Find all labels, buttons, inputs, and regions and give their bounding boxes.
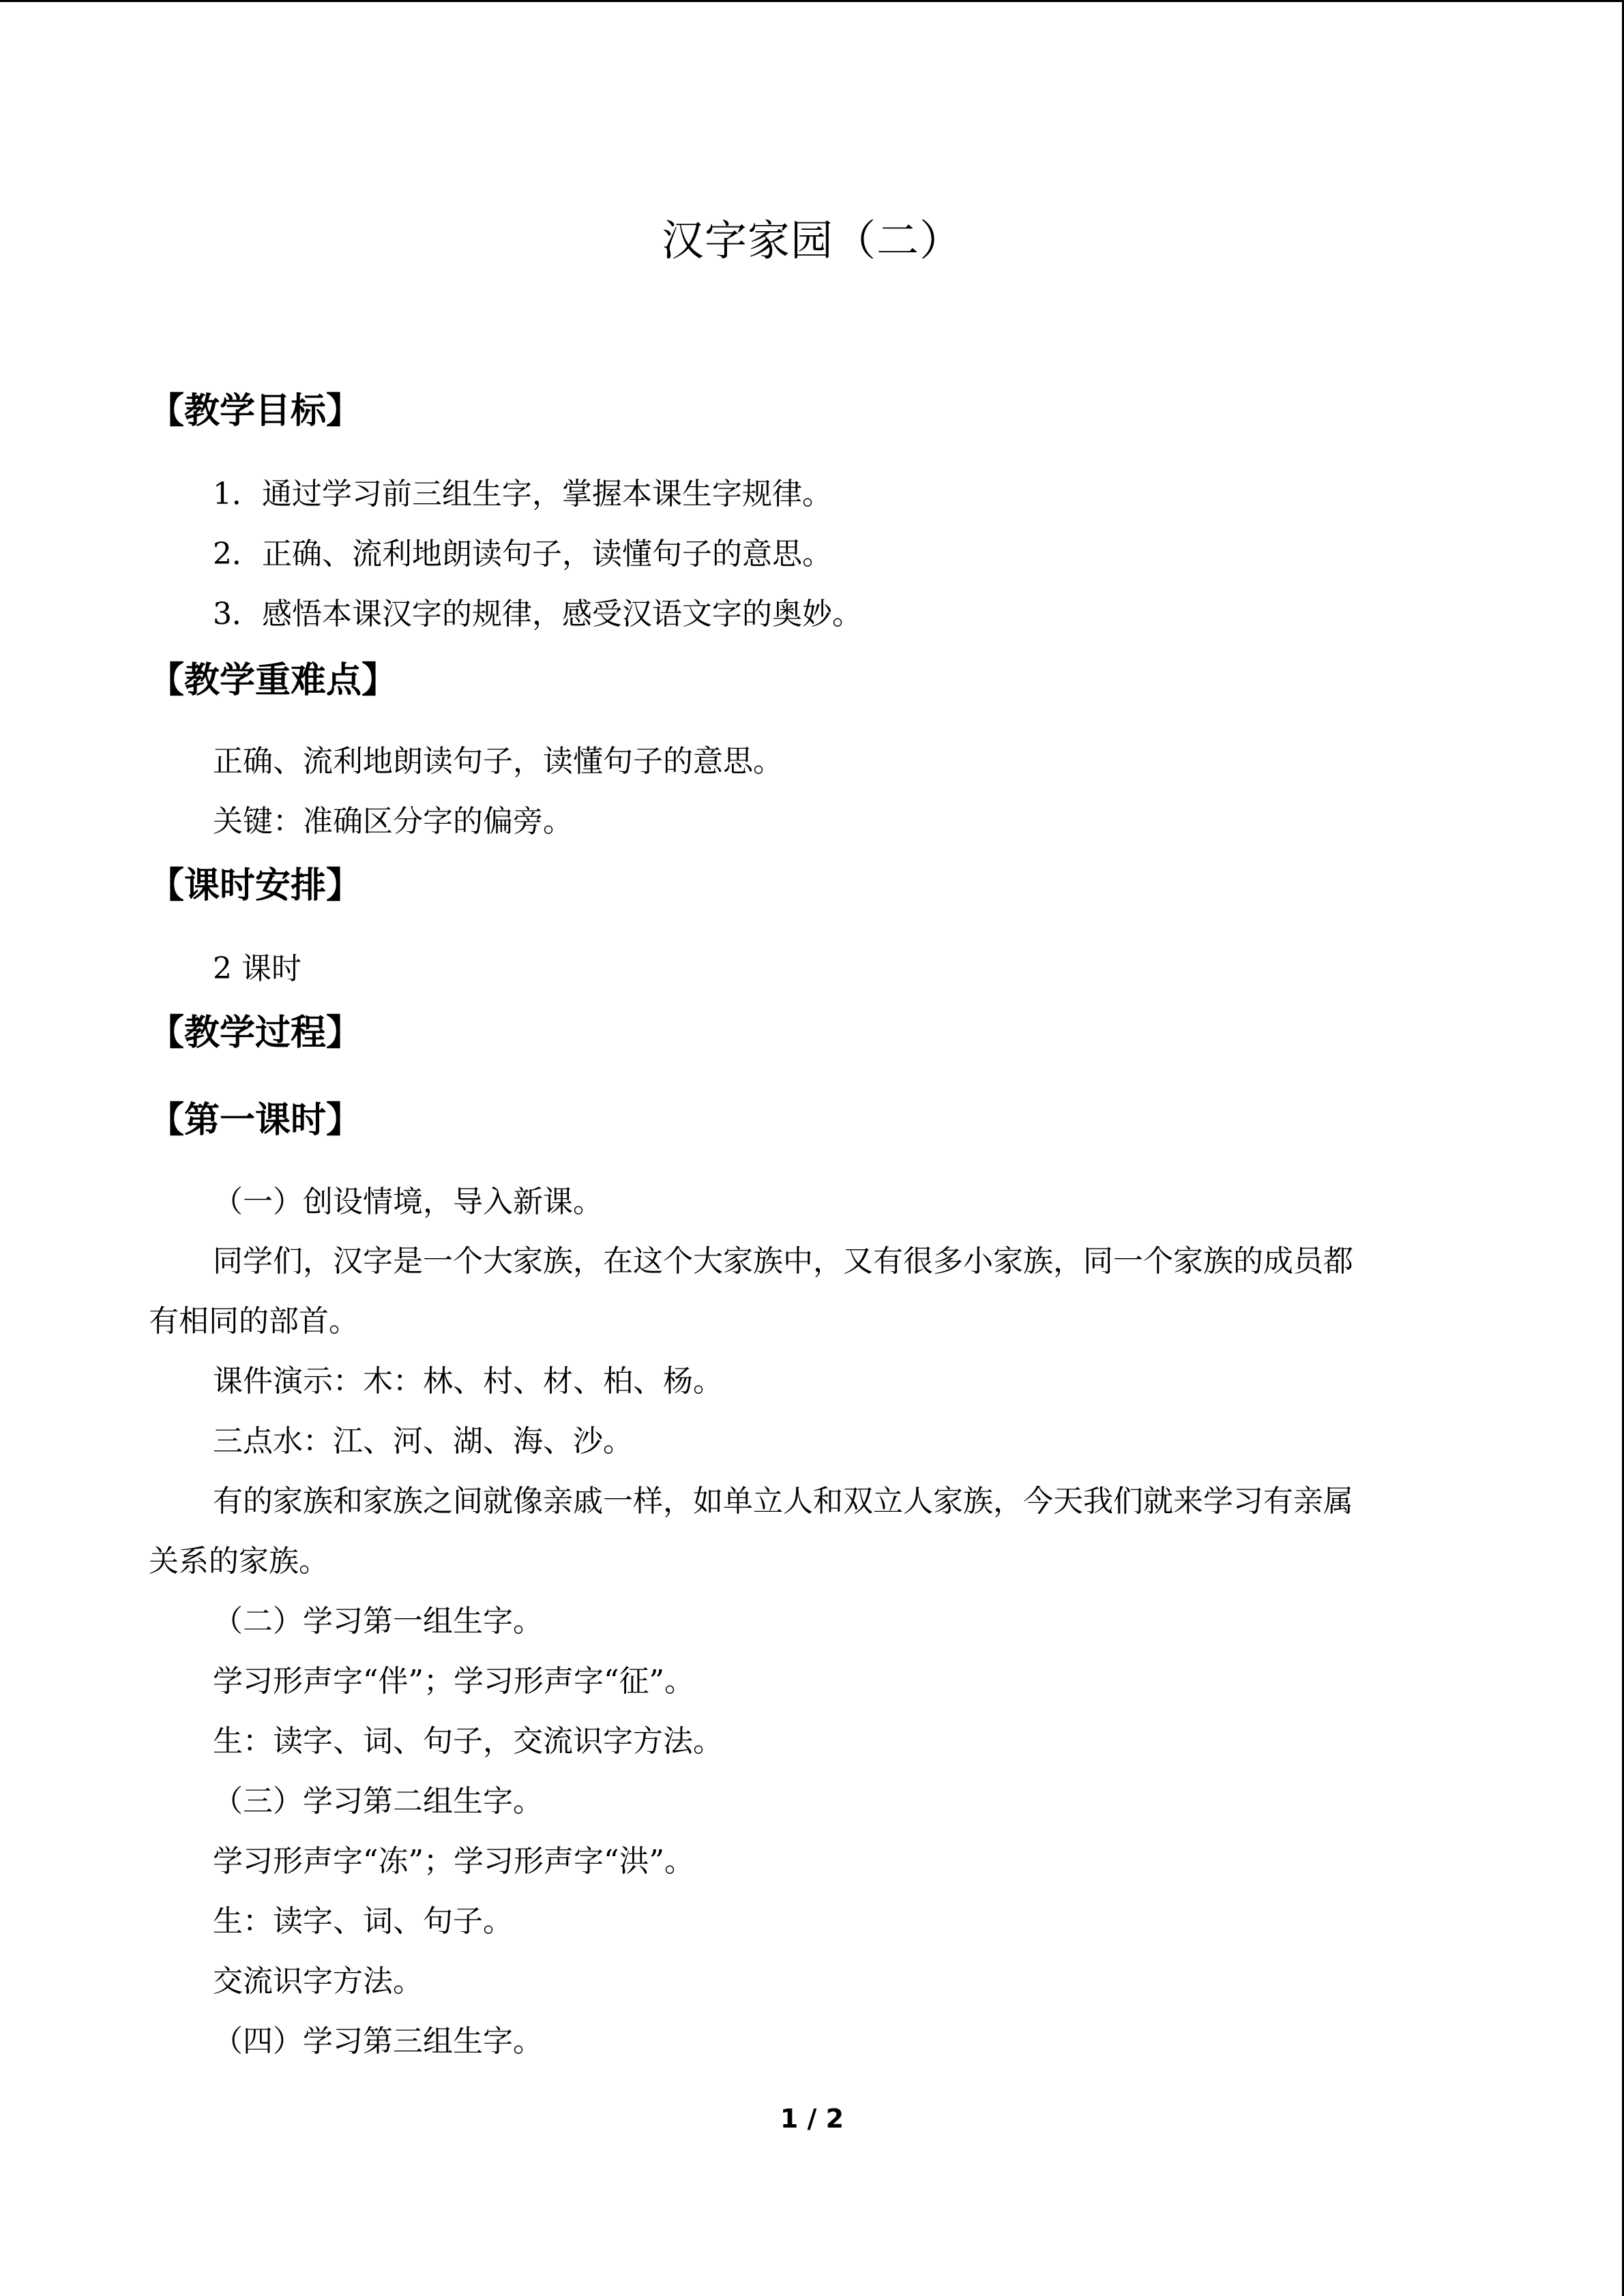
goal-item-3: 3．感悟本课汉字的规律，感受汉语文字的奥妙。 <box>213 597 862 631</box>
schedule-text: 2 课时 <box>213 951 301 986</box>
lesson-line-12: 学习形声字“冻”；学习形声字“洪”。 <box>213 1844 694 1879</box>
lesson-line-6: 有的家族和家族之间就像亲戚一样，如单立人和双立人家族，今天我们就来学习有亲属 <box>213 1484 1353 1519</box>
lesson-line-2: 同学们，汉字是一个大家族，在这个大家族中，又有很多小家族，同一个家族的成员都 <box>213 1244 1353 1279</box>
key-point-line-2: 关键：准确区分字的偏旁。 <box>213 804 573 839</box>
goal-item-1: 1．通过学习前三组生字，掌握本课生字规律。 <box>213 477 832 511</box>
lesson-line-10: 生：读字、词、句子，交流识字方法。 <box>213 1724 723 1759</box>
document-title: 汉字家园（二） <box>661 215 962 265</box>
heading-key-points: 【教学重难点】 <box>149 660 398 701</box>
heading-teaching-goals: 【教学目标】 <box>149 391 362 432</box>
page-border-top <box>0 0 1624 2</box>
lesson-line-11: （三）学习第二组生字。 <box>213 1784 543 1819</box>
lesson-line-14: 交流识字方法。 <box>213 1964 423 1999</box>
page-number: 1 / 2 <box>780 2104 844 2134</box>
lesson-line-8: （二）学习第一组生字。 <box>213 1604 543 1639</box>
lesson-line-4: 课件演示：木：林、村、材、柏、杨。 <box>213 1364 723 1399</box>
lesson-line-9: 学习形声字“伴”；学习形声字“征”。 <box>213 1664 694 1699</box>
goal-item-2: 2．正确、流利地朗读句子，读懂句子的意思。 <box>213 537 832 571</box>
lesson-line-7: 关系的家族。 <box>149 1544 329 1579</box>
heading-teaching-process: 【教学过程】 <box>149 1013 362 1054</box>
lesson-line-5: 三点水：江、河、湖、海、沙。 <box>213 1424 633 1459</box>
lesson-line-13: 生：读字、词、句子。 <box>213 1904 513 1939</box>
heading-lesson-one: 【第一课时】 <box>149 1100 362 1141</box>
heading-schedule: 【课时安排】 <box>149 865 362 906</box>
lesson-line-1: （一）创设情境，导入新课。 <box>213 1184 603 1219</box>
lesson-line-3: 有相同的部首。 <box>149 1304 359 1339</box>
lesson-line-15: （四）学习第三组生字。 <box>213 2024 543 2059</box>
key-point-line-1: 正确、流利地朗读句子，读懂句子的意思。 <box>213 744 783 779</box>
